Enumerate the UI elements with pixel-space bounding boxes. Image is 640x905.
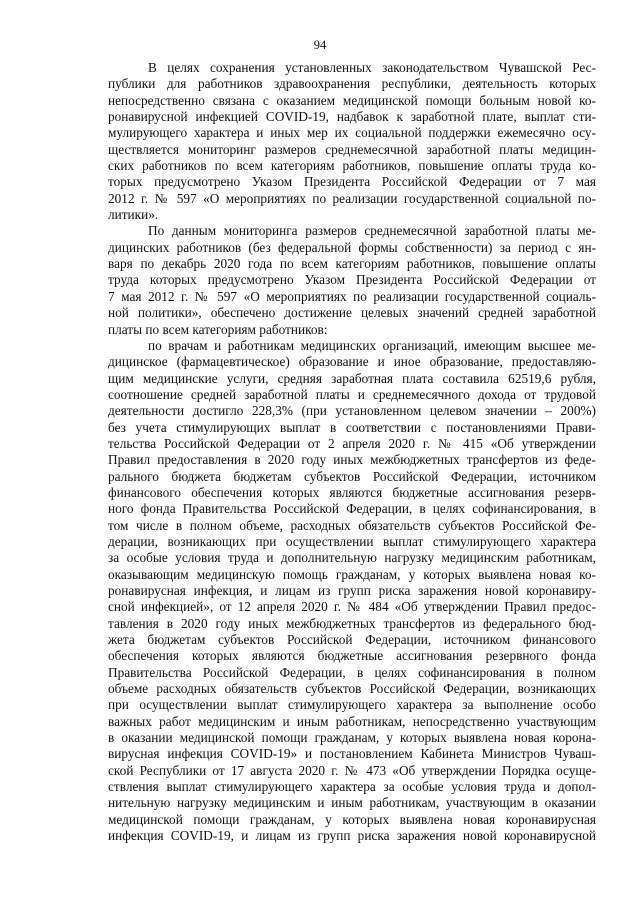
text-line: непосредственно связана с оказанием медицинской помощи больным новой ко- xyxy=(108,92,596,108)
paragraph xyxy=(108,223,596,337)
text-line: мулирующего характера и иных мер их социальной поддержки ежемесячно осу- xyxy=(108,125,596,141)
text-line: 2012 г. № 597 «О мероприятиях по реализации государственной социальной по- xyxy=(108,190,596,206)
text-line: ронавирусной инфекцией COVID-19, надбавок к заработной плате, выплат сти- xyxy=(108,109,596,125)
text-line: медицинской помощи гражданам, у которых выявлена новая коронавирусная xyxy=(108,811,596,827)
text-line: торых предусмотрено Указом Президента Российской Федерации от 7 мая xyxy=(108,174,596,190)
text-line: ронавирусная инфекция, и лицам из групп риска заражения новой коронавиру- xyxy=(108,583,596,598)
text-line: без учета стимулирующих выплат в соответствии с постановлениями Прави- xyxy=(108,419,596,435)
text-line: щим медицинские услуги, средняя заработная плата составила 62519,6 рубля, xyxy=(108,370,596,386)
page-number: 94 xyxy=(313,38,327,52)
text-line: финансового обеспечения которых являются бюджетные ассигнования резерв- xyxy=(108,484,596,500)
text-line: по врачам и работникам медицинских организаций, имеющим высшее ме- xyxy=(148,337,596,353)
text-line: рального бюджета бюджетам субъектов Российской Федерации, источником xyxy=(108,468,596,484)
text-line: ской Республики от 17 августа 2020 г. № 473 «Об утверждении Порядка осуще- xyxy=(108,762,596,778)
text-line: важных работ медицинским и иным работникам, непосредственно участвующим xyxy=(108,713,596,729)
document-body xyxy=(108,60,596,845)
text-line: жета бюджетам субъектов Российской Федерации, источником финансового xyxy=(108,632,596,648)
text-line: в оказании медицинской помощи гражданам, у которых выявлена новая корона- xyxy=(108,730,596,746)
text-line: ного фонда Правительства Российской Федерации, в целях софинансирования, в xyxy=(108,501,596,517)
text-line: платы по всем категориям работников: xyxy=(108,321,328,337)
text-line: инфекция COVID-19, и лицам из групп риска заражения новой коронавирусной xyxy=(108,828,596,844)
text-line: По данным мониторинга размеров среднемесячной заработной платы ме- xyxy=(148,223,596,239)
text-line: 7 мая 2012 г. № 597 «О мероприятиях по реализации государственной социаль- xyxy=(108,288,596,304)
text-line: соотношение средней заработной платы и среднемесячного дохода от трудовой xyxy=(108,386,596,402)
text-line: варя по декабрь 2020 года по всем категориям работников, повышение оплаты xyxy=(108,256,596,272)
text-line: том числе в полном объеме, расходных обязательств субъектов Российской Фе- xyxy=(108,517,596,533)
text-line: оказывающим медицинскую помощь гражданам, у которых выявлена новая ко- xyxy=(108,566,596,582)
text-line: Правил предоставления в 2020 году иных межбюджетных трансфертов из феде- xyxy=(108,452,596,468)
text-line: сной инфекцией», от 12 апреля 2020 г. № 484 «Об утверждении Правил предос- xyxy=(108,599,596,615)
text-line: ществляется мониторинг размеров среднемесячной заработной платы медицин- xyxy=(108,141,596,157)
text-line: ной политики», обеспечено достижение целевых значений средней заработной xyxy=(108,305,596,321)
text-line: деятельности достигло 228,3% (при установленном целевом значении – 200%) xyxy=(108,403,596,419)
text-line: труда которых предусмотрено Указом Президента Российской Федерации от xyxy=(108,272,596,288)
text-line: за особые условия труда и дополнительную нагрузку медицинским работникам, xyxy=(108,550,596,566)
text-line: дерации, возникающих при осуществлении выплат стимулирующего характера xyxy=(108,533,596,549)
text-line: ствления выплат стимулирующего характера за особые условия труда и допол- xyxy=(108,779,596,795)
text-line: вирусная инфекция COVID-19» и постановлением Кабинета Министров Чуваш- xyxy=(108,746,596,762)
paragraph xyxy=(108,60,596,223)
text-line: Правительства Российской Федерации, в целях софинансирования в полном xyxy=(108,664,596,680)
text-line: В целях сохранения установленных законодательством Чувашской Рес- xyxy=(148,60,596,75)
text-line: ских работников по всем категориям работников, повышение оплаты труда ко- xyxy=(108,158,596,174)
text-line: литики». xyxy=(108,207,159,223)
paragraph xyxy=(108,338,596,845)
text-line: публики для работников здравоохранения республики, деятельность которых xyxy=(108,76,596,92)
text-line: объеме расходных обязательств субъектов Российской Федерации, возникающих xyxy=(108,681,596,697)
text-line: дицинских работников (без федеральной формы собственности) за период с ян- xyxy=(108,239,596,255)
text-line: дицинское (фармацевтическое) образование и иное образование, предоставляю- xyxy=(108,354,596,370)
text-line: нительную нагрузку медицинским и иным работникам, участвующим в оказании xyxy=(108,795,596,811)
text-line: тавления в 2020 году иных межбюджетных трансфертов из федерального бюд- xyxy=(108,615,596,631)
text-line: тельства Российской Федерации от 2 апреля 2020 г. № 415 «Об утверждении xyxy=(108,435,596,451)
text-line: при осуществлении выплат стимулирующего характера за выполнение особо xyxy=(108,697,596,713)
text-line: обеспечения которых являются бюджетные ассигнования резервного фонда xyxy=(108,648,596,664)
